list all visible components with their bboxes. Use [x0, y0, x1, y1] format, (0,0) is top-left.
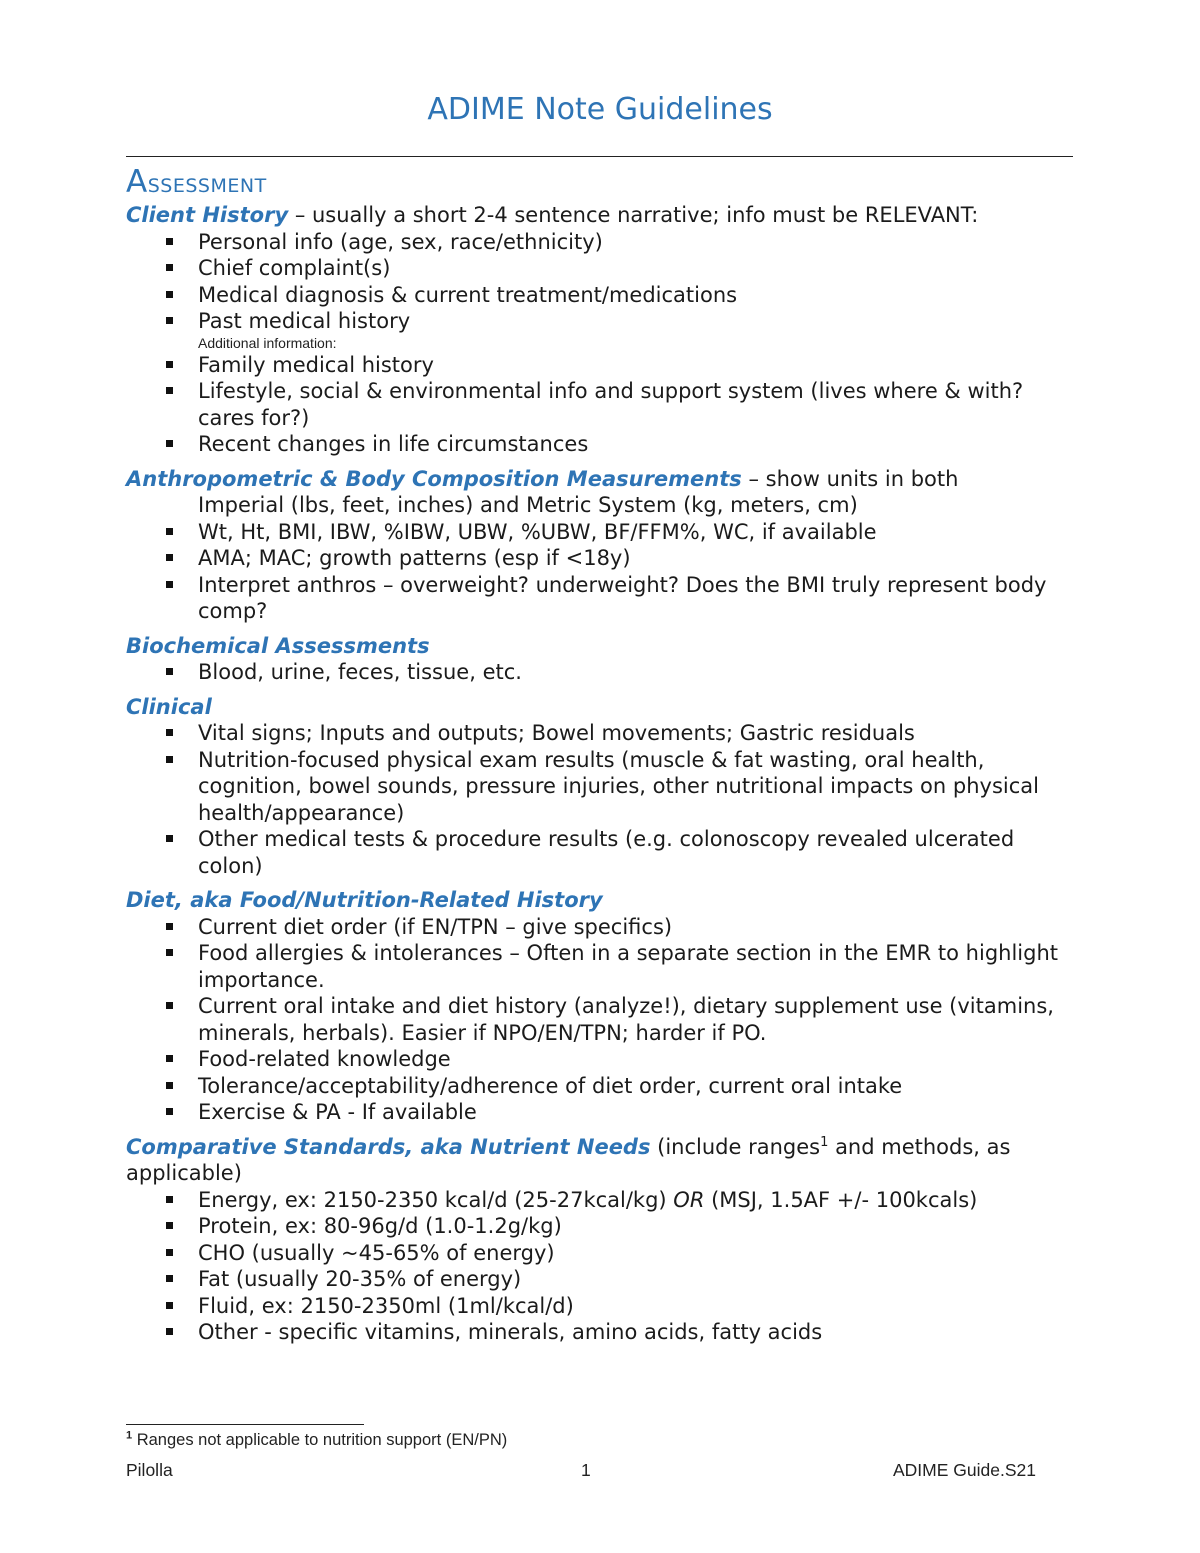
section-heading-assessment [126, 166, 1076, 200]
list-item [126, 352, 1076, 379]
list-item [126, 1187, 1076, 1214]
energy-text: Energy, ex: 2150-2350 kcal/d (25-27kcal/kg) [198, 1187, 674, 1212]
bullet-icon [166, 1055, 173, 1062]
list-item-text: Other - specific vitamins, minerals, amino acids, fatty acids [198, 1320, 823, 1344]
list-item [126, 747, 1076, 827]
bullet-icon [166, 1108, 173, 1115]
bullet-icon [166, 238, 173, 245]
list-item-text: Lifestyle, social & environmental info and support system (lives where & with? cares for?) [198, 379, 1024, 430]
clinical-list [126, 720, 1076, 879]
list-item-text: Vital signs; Inputs and outputs; Bowel movements; Gastric residuals [198, 721, 915, 745]
list-item-text: Recent changes in life circumstances [198, 432, 589, 456]
list-item [126, 255, 1076, 282]
list-item [126, 1240, 1076, 1267]
biochem-list [126, 659, 1076, 686]
list-item-text: Food-related knowledge [198, 1047, 451, 1071]
biochem-heading: Biochemical Assessments [126, 633, 430, 658]
list-item-text: Wt, Ht, BMI, IBW, %IBW, UBW, %UBW, BF/FFM%, WC, if available [198, 519, 877, 544]
list-item [126, 545, 1076, 572]
list-item-text: Chief complaint(s) [198, 256, 391, 280]
list-item [126, 1073, 1076, 1100]
list-item-text: Other medical tests & procedure results (e.g. colonoscopy revealed ulcerated colon) [198, 827, 1015, 878]
list-item-text: Past medical history [198, 309, 411, 333]
bullet-icon [166, 554, 173, 561]
list-item [126, 572, 1076, 625]
list-item-text: Interpret anthros – overweight? underweight? Does the BMI truly represent body comp? [198, 572, 1047, 623]
document-body [126, 166, 1076, 1346]
list-item [126, 1319, 1076, 1346]
bullet-icon [166, 1082, 173, 1089]
list-item [126, 993, 1076, 1046]
clinical-intro [126, 694, 1076, 721]
bullet-icon [166, 387, 173, 394]
footer-author: Pilolla [126, 1460, 173, 1480]
list-item-text: Tolerance/acceptability/adherence of diet order, current oral intake [198, 1073, 903, 1098]
bullet-icon [166, 1302, 173, 1309]
list-item [126, 720, 1076, 747]
bullet-icon [166, 264, 173, 271]
section-heading-rest: ssessment [147, 168, 267, 199]
list-item [126, 519, 1076, 546]
section-heading-initial: A [126, 164, 148, 200]
bullet-icon [166, 440, 173, 447]
list-item [126, 1293, 1076, 1320]
list-item-text: AMA; MAC; growth patterns (esp if <18y) [198, 546, 631, 570]
additional-info-label: Additional information: [198, 334, 337, 351]
bullet-icon [166, 1275, 173, 1282]
list-item-text: CHO (usually ~45-65% of energy) [198, 1240, 555, 1265]
list-item-text: Current oral intake and diet history (analyze!), dietary supplement use (vitamins, minerals, herbals). Easier if NPO/EN/TPN; harder if PO. [198, 994, 1054, 1045]
additional-info-list [126, 352, 1076, 458]
list-item [126, 1213, 1076, 1240]
standards-heading: Comparative Standards, aka Nutrient Needs [126, 1134, 651, 1159]
standards-intro-text-end: and methods, as applicable) [126, 1134, 1011, 1185]
footnote-divider [126, 1424, 364, 1425]
standards-intro [126, 1134, 1076, 1187]
biochem-intro [126, 633, 1076, 660]
title-divider [126, 156, 1073, 157]
list-item [126, 1046, 1076, 1073]
footer-page-number: 1 [581, 1460, 591, 1480]
page-title: ADIME Note Guidelines [427, 92, 773, 127]
bullet-icon [166, 835, 173, 842]
list-item [126, 1099, 1076, 1126]
bullet-icon [166, 1249, 173, 1256]
bullet-icon [166, 361, 173, 368]
footnote-ref[interactable]: 1 [820, 1134, 829, 1150]
list-item-text: Family medical history [198, 352, 434, 377]
list-item [126, 229, 1076, 256]
list-item-text: Current diet order (if EN/TPN – give specifics) [198, 914, 673, 939]
footnote-text: Ranges not applicable to nutrition support (EN/PN) [132, 1431, 508, 1449]
client-history-heading: Client History [126, 203, 289, 227]
bullet-icon [166, 1196, 173, 1203]
bullet-icon [166, 291, 173, 298]
list-item-text: Fat (usually 20-35% of energy) [198, 1267, 522, 1291]
footer-doc-id: ADIME Guide.S21 [893, 1460, 1036, 1480]
bullet-icon [166, 949, 173, 956]
list-item-text: Personal info (age, sex, race/ethnicity) [198, 229, 603, 254]
list-item [126, 308, 1076, 335]
anthro-heading: Anthropometric & Body Composition Measurements [126, 466, 742, 491]
client-history-intro [126, 202, 1076, 229]
list-item [126, 659, 1076, 686]
standards-list [126, 1187, 1076, 1346]
standards-intro-text: (include ranges [650, 1134, 821, 1159]
bullet-icon [166, 923, 173, 930]
list-item [126, 378, 1076, 431]
list-item [126, 1266, 1076, 1293]
anthro-intro-continued: Imperial (lbs, feet, inches) and Metric System (kg, meters, cm) [198, 493, 858, 517]
bullet-icon [166, 528, 173, 535]
client-history-list [126, 229, 1076, 335]
list-item-text: Nutrition-focused physical exam results (muscle & fat wasting, oral health, cognition, bowel sounds, pressure injuries, other nutritional impacts on physical health/appearance) [198, 747, 1039, 825]
bullet-icon [166, 581, 173, 588]
diet-list [126, 914, 1076, 1126]
bullet-icon [166, 317, 173, 324]
diet-intro [126, 887, 1076, 914]
clinical-heading: Clinical [126, 694, 212, 719]
list-item [126, 431, 1076, 458]
list-item [126, 826, 1076, 879]
energy-text-end: (MSJ, 1.5AF +/- 100kcals) [704, 1187, 978, 1212]
list-item-text: Fluid, ex: 2150-2350ml (1ml/kcal/d) [198, 1293, 574, 1318]
bullet-icon [166, 1222, 173, 1229]
list-item-text: Medical diagnosis & current treatment/medications [198, 282, 738, 307]
diet-heading: Diet, aka Food/Nutrition-Related History [126, 888, 603, 912]
list-item [126, 940, 1076, 993]
bullet-icon [166, 756, 173, 763]
energy-or: OR [673, 1187, 705, 1212]
bullet-icon [166, 1002, 173, 1009]
bullet-icon [166, 668, 173, 675]
list-item [126, 914, 1076, 941]
list-item-text: Food allergies & intolerances – Often in a separate section in the EMR to highlight importance. [198, 941, 1059, 992]
list-item-text: Protein, ex: 80-96g/d (1.0-1.2g/kg) [198, 1214, 562, 1238]
list-item [126, 282, 1076, 309]
anthro-intro [126, 466, 1076, 493]
anthro-list [126, 519, 1076, 625]
anthro-intro-text: – show units in both [741, 466, 959, 491]
list-item-text: Exercise & PA - If available [198, 1100, 477, 1124]
list-item-text: Blood, urine, feces, tissue, etc. [198, 660, 522, 684]
bullet-icon [166, 729, 173, 736]
footnote [126, 1431, 507, 1450]
footnote-marker: 1 [126, 1429, 133, 1442]
bullet-icon [166, 1328, 173, 1335]
client-history-intro-text: – usually a short 2-4 sentence narrative; info must be RELEVANT: [288, 203, 979, 227]
